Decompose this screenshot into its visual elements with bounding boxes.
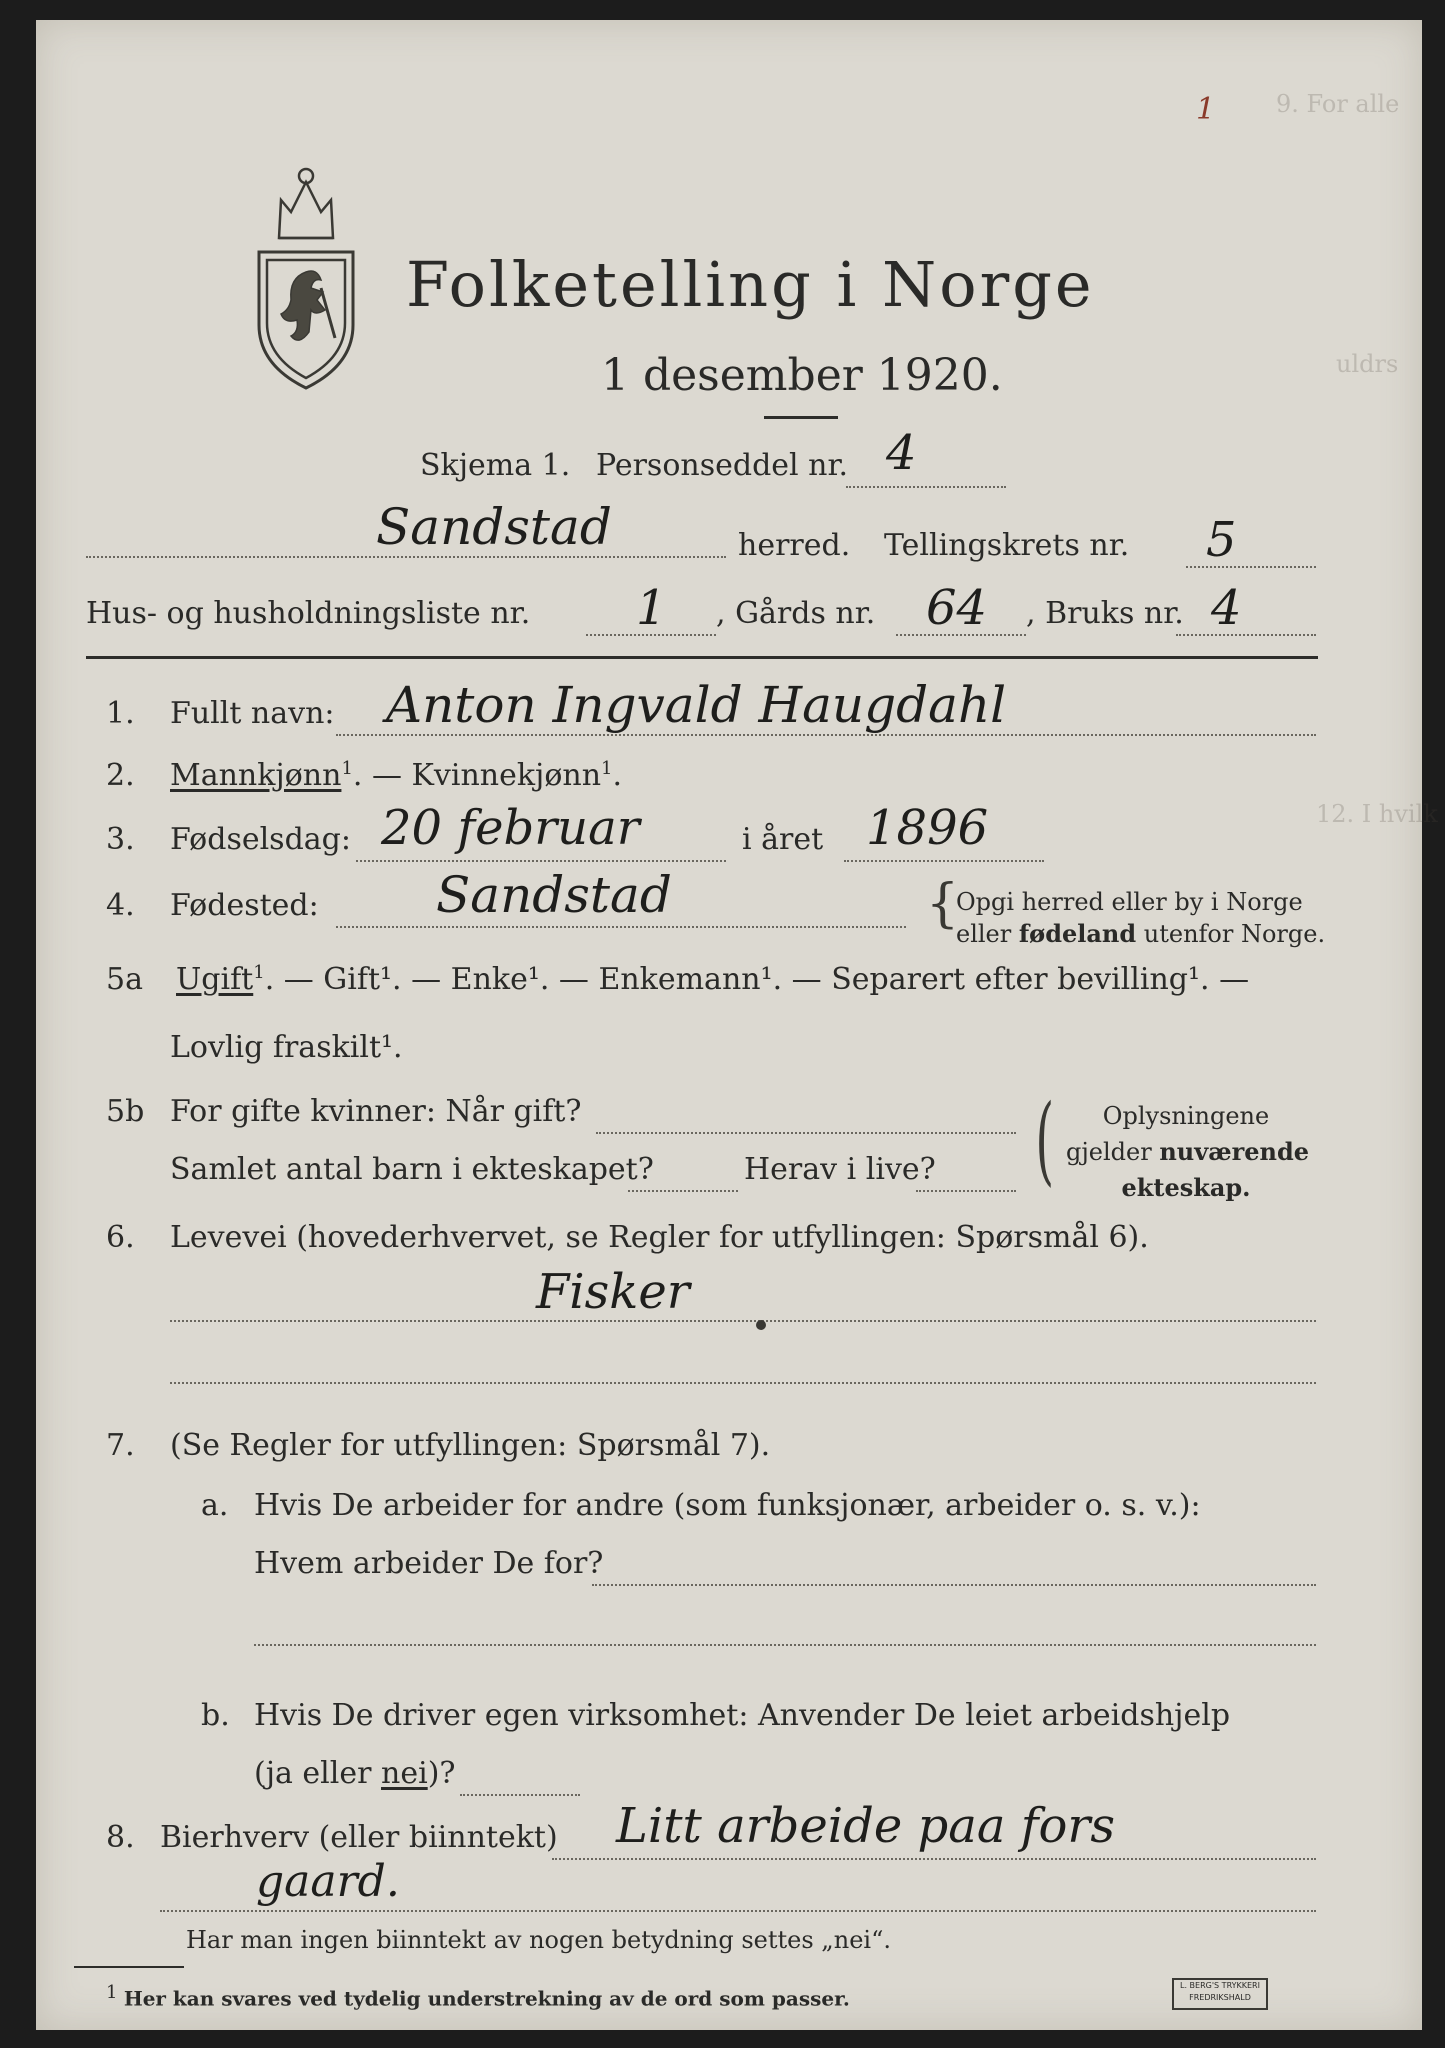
q3-label: Fødselsdag: (170, 822, 351, 857)
q6-number: 6. (106, 1220, 135, 1255)
side-income-value-line2: gaard. (256, 1856, 400, 1907)
separator: . — (352, 758, 412, 793)
female-option: Kvinnekjønn (411, 758, 602, 793)
q5b-alive-dots (916, 1190, 1016, 1192)
q7b-line2 (254, 1756, 455, 1791)
tellingskrets-label: Tellingskrets nr. (884, 528, 1130, 563)
q7a-line2: Hvem arbeider De for? (254, 1546, 604, 1581)
personseddel-value: 4 (886, 425, 917, 481)
norwegian-coat-of-arms-icon (251, 160, 361, 394)
q8-number: 8. (106, 1820, 135, 1855)
footer-note: Har man ingen biinntekt av nogen betydning settes „nei“. (186, 1926, 891, 1954)
q7b-dots (460, 1794, 580, 1796)
q5b-note (1066, 1098, 1310, 1206)
bruks-line (1176, 634, 1316, 636)
q2-number: 2. (106, 758, 135, 793)
footnote (106, 1982, 850, 2011)
q6-label: Levevei (hovederhvervet, se Regler for utfyllingen: Spørsmål 6). (170, 1220, 1149, 1255)
q5b-note-line3: ekteskap. (1121, 1173, 1251, 1202)
bleed-through-text: uldrs (1336, 350, 1399, 378)
footnote-divider (74, 1966, 184, 1968)
personseddel-label: Personseddel nr. (596, 448, 849, 483)
q6-line2 (170, 1382, 1316, 1384)
footnote-bold: tydelig understrekning (343, 1986, 603, 2011)
ugift-option: Ugift (176, 962, 254, 997)
q7b-text: (ja eller (254, 1756, 382, 1791)
q8-line1 (552, 1858, 1316, 1860)
q5b-children-label: Samlet antal barn i ekteskapet? (170, 1152, 654, 1187)
q7a-line1: Hvis De arbeider for andre (som funksjonær, arbeider o. s. v.): (254, 1488, 1201, 1523)
title-divider (764, 416, 838, 419)
q1-line (336, 734, 1316, 736)
ink-dot (756, 1320, 766, 1330)
note-bold: fødeland (1018, 919, 1137, 948)
q7b-text: )? (427, 1756, 456, 1791)
q5b-note-line1: Oplysningene (1102, 1102, 1270, 1130)
q5a-status-line (176, 962, 1249, 997)
q5b-line1-dots (596, 1132, 1016, 1134)
footnote-ref: 1 (601, 758, 613, 779)
q5b-line1: For gifte kvinner: Når gift? (170, 1094, 582, 1129)
header-divider (86, 656, 1318, 659)
q7-label: (Se Regler for utfyllingen: Spørsmål 7). (170, 1428, 771, 1463)
footnote-text: av de ord som passer. (602, 1986, 850, 2011)
schema-label: Skjema 1. (420, 448, 571, 483)
end-mark: . (612, 758, 623, 793)
q8-line2 (160, 1910, 1316, 1912)
note-text: gjelder (1066, 1138, 1160, 1166)
municipality-line (86, 556, 726, 558)
q4-label: Fødested: (170, 888, 319, 923)
q5a-line2: Lovlig fraskilt¹. (170, 1030, 403, 1065)
q5b-brace-mark: ( (1035, 1084, 1055, 1196)
note-text: utenfor Norge. (1136, 920, 1326, 948)
occupation-value: Fisker (536, 1264, 690, 1320)
household-list-value: 1 (636, 580, 667, 636)
q5a-number: 5a (106, 962, 143, 997)
q6-line1 (170, 1320, 1316, 1322)
printer-stamp: L. BERG'S TRYKKERI FREDRIKSHALD (1172, 1978, 1268, 2010)
q5b-alive-label: Herav i live? (744, 1152, 936, 1187)
household-list-label: Hus- og husholdningsliste nr. (86, 596, 531, 631)
q4-note-line2 (956, 918, 1325, 950)
birth-year-value: 1896 (866, 800, 989, 856)
male-option: Mannkjønn (170, 758, 342, 793)
q7b-number: b. (201, 1698, 230, 1733)
note-bold: nuværende (1159, 1137, 1310, 1166)
footnote-text: Her kan svares ved (123, 1986, 344, 2011)
q7a-dots (592, 1584, 1316, 1586)
gards-label: , Gårds nr. (716, 596, 876, 631)
side-income-value-line1: Litt arbeide paa fors (616, 1798, 1115, 1854)
corner-pencil-mark: 1 (1196, 92, 1216, 127)
q1-number: 1. (106, 696, 135, 731)
q5b-number: 5b (106, 1094, 145, 1129)
footnote-ref: 1 (253, 962, 265, 983)
personseddel-line (846, 486, 1006, 488)
bruks-label: , Bruks nr. (1026, 596, 1184, 631)
q4-number: 4. (106, 888, 135, 923)
herred-label: herred. (738, 528, 851, 563)
q3-number: 3. (106, 822, 135, 857)
municipality-value: Sandstad (376, 498, 612, 556)
census-form-sheet (36, 20, 1438, 2030)
marital-status-options: . — Gift¹. — Enke¹. — Enkemann¹. — Separert efter bevilling¹. — (264, 962, 1250, 997)
q3-year-label: i året (742, 822, 824, 857)
census-date: 1 desember 1920. (601, 350, 1003, 401)
q4-line (336, 926, 906, 928)
q7a-number: a. (201, 1488, 229, 1523)
page-title: Folketelling i Norge (406, 248, 1095, 321)
footnote-ref: 1 (341, 758, 353, 779)
bleed-through-text: 9. For alle (1276, 90, 1400, 118)
q7-number: 7. (106, 1428, 135, 1463)
q5b-note-line2 (1066, 1134, 1310, 1170)
q2-gender-line (170, 758, 622, 793)
q5b-children-dots (628, 1190, 738, 1192)
brace-mark: { (926, 874, 960, 934)
bleed-through-text: 12. I hvilk (1316, 800, 1438, 828)
q8-label: Bierhverv (eller biinntekt) (160, 1820, 558, 1855)
footnote-num: 1 (106, 1982, 118, 2003)
q7b-line1: Hvis De driver egen virksomhet: Anvender De leiet arbeidshjelp (254, 1698, 1231, 1733)
q4-note-line1: Opgi herred eller by i Norge (956, 888, 1303, 916)
note-text: eller (956, 920, 1019, 948)
tellingskrets-value: 5 (1206, 512, 1237, 568)
full-name-value: Anton Ingvald Haugdahl (386, 676, 1007, 734)
q3-day-line (356, 860, 726, 862)
nei-option: nei (381, 1756, 428, 1791)
birth-date-value: 20 februar (381, 800, 640, 856)
q7a-dots2 (254, 1644, 1316, 1646)
birthplace-value: Sandstad (436, 866, 672, 924)
bruks-value: 4 (1211, 580, 1242, 636)
gards-value: 64 (926, 580, 988, 636)
q4-note (956, 886, 1325, 950)
q1-label: Fullt navn: (170, 696, 335, 731)
q3-year-line (844, 860, 1044, 862)
